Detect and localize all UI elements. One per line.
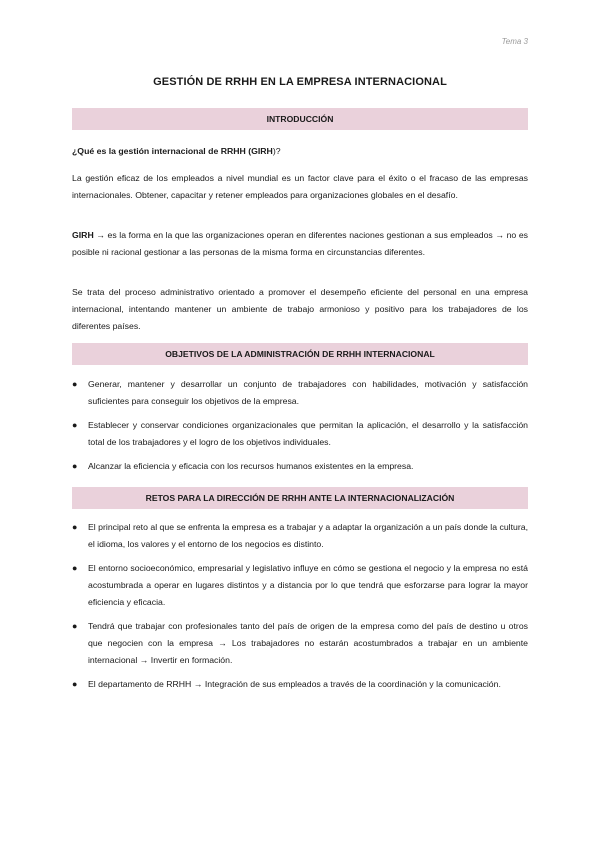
bullet-icon: ● — [72, 522, 78, 532]
list-item: ● El entorno socioeconómico, empresarial y legislativo influye en cómo se gestiona el negocio y la empresa no está acostumbrada a operar en lugares distintos y a distancia por lo que tendrá que esforzarse para lograr la mayor eficiencia y eficacia. — [72, 560, 528, 611]
intro-paragraph-girh — [72, 227, 528, 261]
intro-paragraph-1: La gestión eficaz de los empleados a nivel mundial es un factor clave para el éxito o el fracaso de las empresas internacionales. Obtener, capacitar y retener empleados para organizaciones globales en el desafío. — [72, 173, 528, 200]
intro-paragraph-3: Se trata del proceso administrativo orientado a promover el desempeño eficiente del personal en una empresa internacional, intentando mantener un ambiente de trabajo armonioso y positivo para los trabajadores de los diferentes países. — [72, 287, 528, 331]
question-text: ¿Qué es la gestión internacional de RRHH (GIRH — [72, 146, 273, 156]
bullet-icon: ● — [72, 563, 78, 573]
intro-question — [72, 143, 528, 160]
list-item: ● El principal reto al que se enfrenta la empresa es a trabajar y a adaptar la organización a un país donde la cultura, el idioma, los valores y el entorno de los negocios es distinto. — [72, 519, 528, 553]
page-header-label: Tema 3 — [501, 37, 528, 46]
list-item: ● Establecer y conservar condiciones organizacionales que permitan la aplicación, el desarrollo y la satisfacción total de los trabajadores y el logro de los objetivos individuales. — [72, 417, 528, 451]
bullet-icon: ● — [72, 379, 78, 389]
bullet-icon: ● — [72, 461, 78, 471]
list-item: ● Alcanzar la eficiencia y eficacia con los recursos humanos existentes en la empresa. — [72, 458, 528, 475]
girh-definition: → es la forma en la que las organizaciones operan en diferentes naciones gestionan a sus empleados → no es posible ni racional gestionar a las personas de la misma forma en circunstancias diferentes. — [72, 230, 528, 257]
document-title: GESTIÓN DE RRHH EN LA EMPRESA INTERNACIONAL — [153, 76, 447, 88]
bullet-icon: ● — [72, 679, 78, 689]
bullet-icon: ● — [72, 621, 78, 631]
list-item: ● Tendrá que trabajar con profesionales tanto del país de origen de la empresa como del país de destino u otros que negocien con la empresa → Los trabajadores no estarán acostumbrados a trabajar en un ambiente internacional → Invertir en formación. — [72, 618, 528, 669]
girh-term: GIRH — [72, 230, 94, 240]
bullet-icon: ● — [72, 420, 78, 430]
objetivos-list — [72, 376, 528, 475]
list-item: ● El departamento de RRHH → Integración de sus empleados a través de la coordinación y la comunicación. — [72, 676, 528, 693]
section-heading-retos: RETOS PARA LA DIRECCIÓN DE RRHH ANTE LA INTERNACIONALIZACIÓN — [72, 487, 528, 509]
question-tail: )? — [272, 146, 281, 156]
section-heading-introduccion: INTRODUCCIÓN — [72, 108, 528, 130]
retos-list — [72, 519, 528, 693]
list-item: ● Generar, mantener y desarrollar un conjunto de trabajadores con habilidades, motivación y satisfacción suficientes para conseguir los objetivos de la empresa. — [72, 376, 528, 410]
section-heading-objetivos: OBJETIVOS DE LA ADMINISTRACIÓN DE RRHH INTERNACIONAL — [72, 343, 528, 365]
